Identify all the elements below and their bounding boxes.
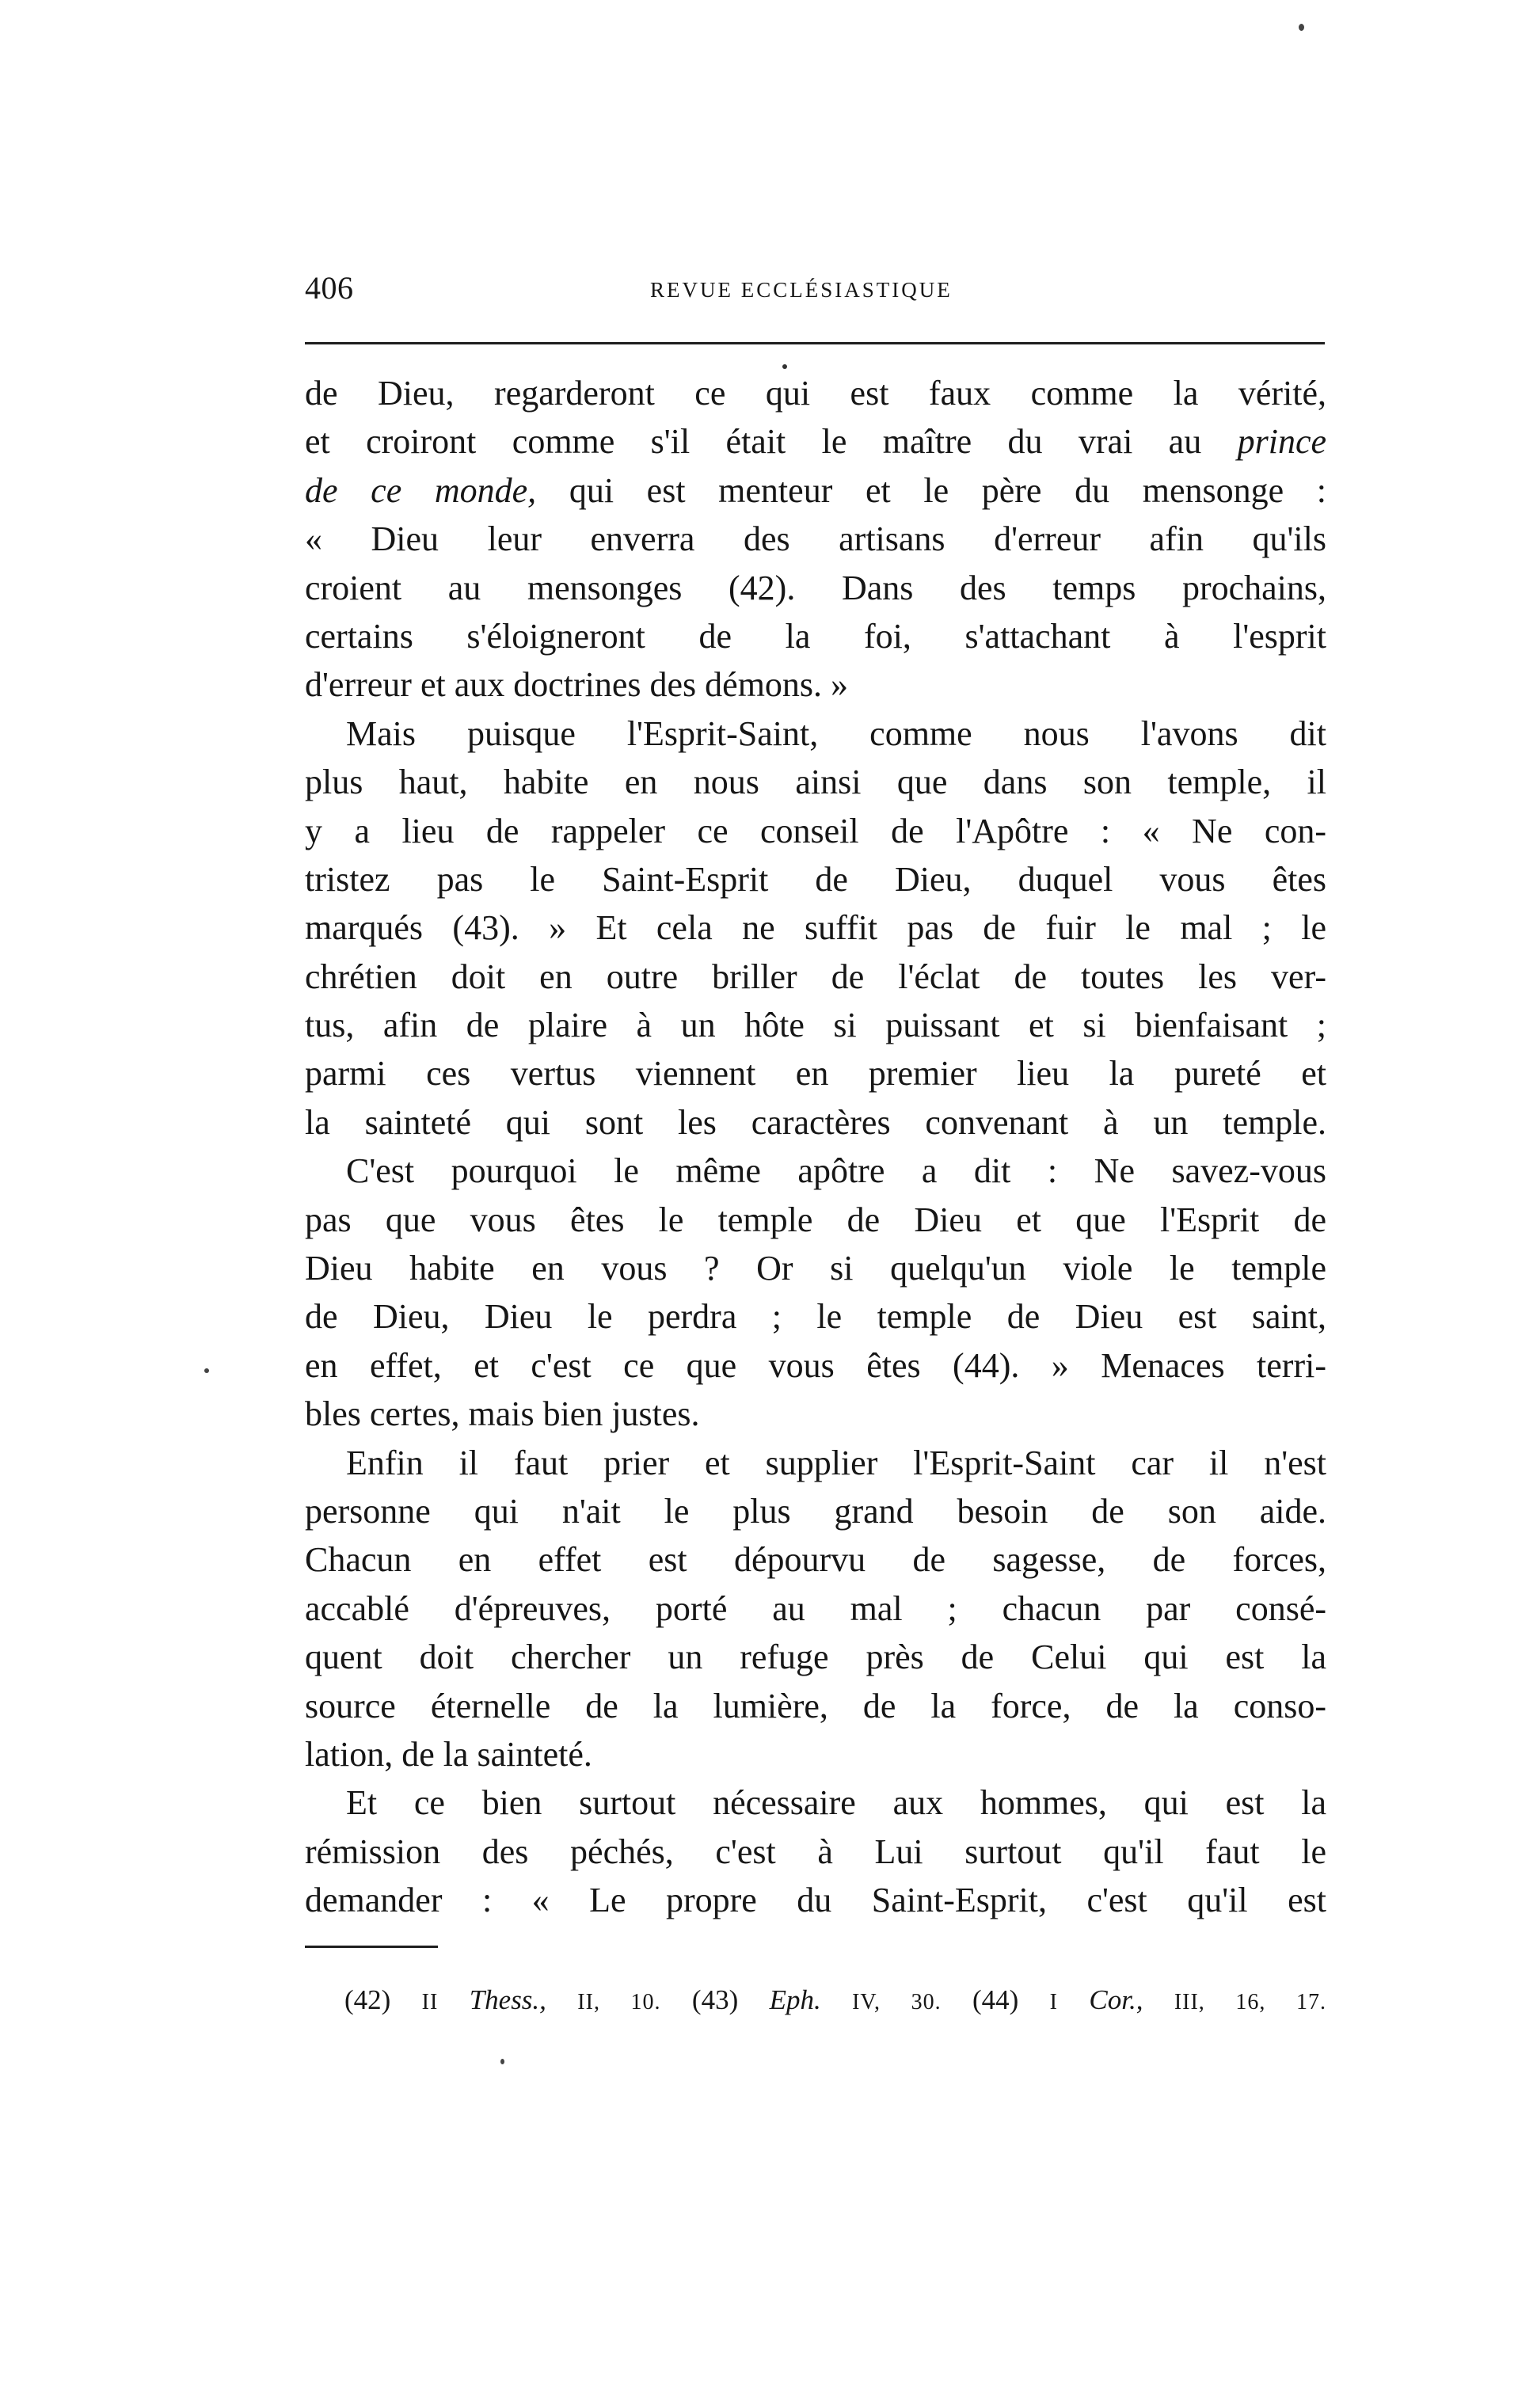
footnote-44-book: Cor., [1089,1984,1143,2015]
text-line-10: y a lieu de rappeler ce conseil de l'Apôtre : « Ne con- [305,811,1326,850]
header-rule [305,342,1325,344]
scan-speck [500,2059,504,2064]
text-line-2-roman: et croiront comme s'il était le maître du vrai au [305,422,1202,462]
text-line-12: marqués (43). » Et cela ne suffit pas de fuir le mal ; le [305,908,1326,948]
text-line-1: de Dieu, regarderont ce qui est faux comme la vérité, [305,374,1326,413]
footnote-44-book-roman: I [1049,1990,1058,2014]
page-header [305,269,1326,317]
text-line-4: « Dieu leur enverra des artisans d'erreur afin qu'ils [305,519,1326,559]
footnote-42-number: (42) [344,1984,391,2015]
italic-prince: prince [1237,422,1326,462]
text-line-31: rémission des péchés, c'est à Lui surtout qu'il faut le [305,1832,1326,1871]
footnote-43-number: (43) [691,1984,739,2015]
footnote-rule [305,1946,438,1948]
text-line-28: source éternelle de la lumière, de la force, de la conso- [305,1686,1326,1725]
footnote-44 [972,1984,1326,2015]
text-line-16: la sainteté qui sont les caractères convenant à un temple. [305,1102,1326,1142]
text-line-19: Dieu habite en vous ? Or si quelqu'un viole le temple [305,1249,1326,1288]
scan-speck [204,1368,209,1373]
text-line-25: Chacun en effet est dépourvu de sagesse, de forces, [305,1540,1326,1580]
text-line-18: pas que vous êtes le temple de Dieu et que l'Esprit de [305,1200,1326,1239]
text-line-32: demander : « Le propre du Saint-Esprit, c'est qu'il est [305,1881,1326,1920]
footnote-42 [344,1984,661,2015]
text-line-27: quent doit chercher un refuge près de Celui qui est la [305,1638,1326,1677]
body-text [305,369,1326,1925]
text-line-30: Et ce bien surtout nécessaire aux hommes, qui est la [346,1783,1326,1823]
italic-de-ce-monde: de ce monde, [305,470,537,510]
footnotes [344,1981,1326,2022]
text-line-29: lation, de la sainteté. [305,1734,592,1774]
text-line-14: tus, afin de plaire à un hôte si puissant et si bienfaisant ; [305,1006,1326,1045]
text-line-26: accablé d'épreuves, porté au mal ; chacun par consé- [305,1588,1326,1628]
running-head: REVUE ECCLÉSIASTIQUE [650,278,953,302]
scan-speck [1299,24,1304,31]
footnote-43 [692,1984,942,2015]
text-line-15: parmi ces vertus viennent en premier lieu la pureté et [305,1054,1326,1094]
text-line-23: Enfin il faut prier et supplier l'Esprit-Saint car il n'est [346,1443,1326,1482]
footnote-44-ref: III, 16, 17. [1174,1990,1327,2014]
text-line-7: d'erreur et aux doctrines des démons. » [305,665,849,705]
footnote-42-ref: II, 10. [577,1990,661,2014]
text-line-3-roman: qui est menteur et le père du mensonge : [569,470,1326,510]
text-line-20: de Dieu, Dieu le perdra ; le temple de Dieu est saint, [305,1297,1326,1337]
footnote-44-number: (44) [972,1984,1019,2015]
text-line-21: en effet, et c'est ce que vous êtes (44). » Menaces terri- [305,1345,1326,1385]
footnote-43-ref: IV, 30. [852,1990,942,2014]
text-line-24: personne qui n'ait le plus grand besoin de son aide. [305,1491,1326,1531]
text-line-5: croient au mensonges (42). Dans des temps prochains, [305,568,1326,607]
text-line-13: chrétien doit en outre briller de l'éclat de toutes les ver- [305,957,1326,996]
page-number: 406 [305,270,354,306]
footnote-42-book: Thess., [469,1984,546,2015]
footnote-42-book-roman: II [421,1990,439,2014]
text-line-6: certains s'éloigneront de la foi, s'attachant à l'esprit [305,616,1326,656]
text-line-8: Mais puisque l'Esprit-Saint, comme nous l'avons dit [346,713,1326,753]
text-line-2 [305,417,1326,466]
text-line-11: tristez pas le Saint-Esprit de Dieu, duquel vous êtes [305,859,1326,899]
text-line-22: bles certes, mais bien justes. [305,1394,700,1434]
text-line-17: C'est pourquoi le même apôtre a dit : Ne savez-vous [346,1151,1326,1191]
text-line-9: plus haut, habite en nous ainsi que dans son temple, il [305,763,1326,802]
footnote-43-book: Eph. [769,1984,821,2015]
text-line-3 [305,466,1326,515]
